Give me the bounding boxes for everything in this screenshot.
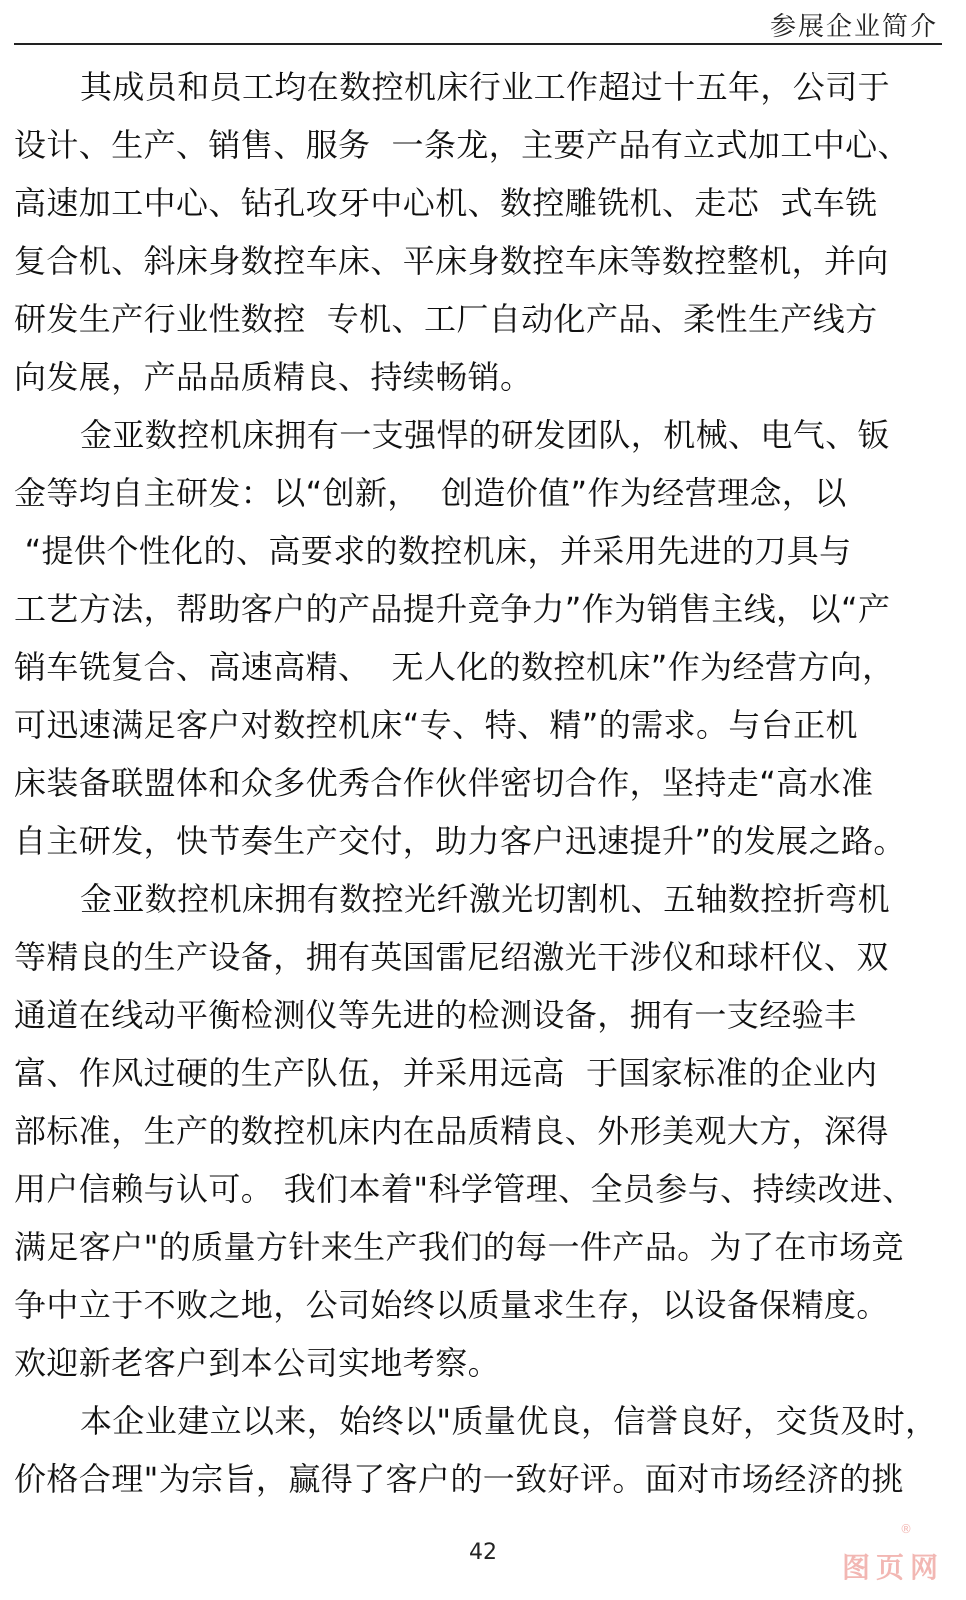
paragraph-line: 金亚数控机床拥有数控光纤激光切割机、五轴数控折弯机 (80, 880, 891, 918)
paragraph-line: 部标准，生产的数控机床内在品质精良、外形美观大方，深得 (14, 1112, 889, 1150)
paragraph-line: 高速加工中心、钻孔攻牙中心机、数控雕铣机、走芯 式车铣 (14, 184, 878, 222)
paragraph-line: 金亚数控机床拥有一支强悍的研发团队，机械、电气、钣 (80, 416, 891, 454)
page-number: 42 (469, 1540, 497, 1565)
paragraph-line: 满足客户"的质量方针来生产我们的每一件产品。为了在市场竞 (14, 1228, 904, 1266)
paragraph-line: 通道在线动平衡检测仪等先进的检测设备，拥有一支经验丰 (14, 996, 857, 1034)
registered-mark-icon: ® (900, 1522, 912, 1536)
paragraph-line: 等精良的生产设备，拥有英国雷尼绍激光干涉仪和球杆仪、双 (14, 938, 889, 976)
paragraph-line: 价格合理"为宗旨，赢得了客户的一致好评。面对市场经济的挑 (14, 1460, 904, 1498)
paragraph-line: 床装备联盟体和众多优秀合作伙伴密切合作，坚持走“高水准 (14, 764, 874, 802)
page-header (0, 0, 966, 46)
paragraph-line: 可迅速满足客户对数控机床“专、特、精”的需求。与台正机 (14, 706, 858, 744)
watermark-logo: 图页网 (841, 1551, 944, 1584)
body-text (14, 58, 944, 1508)
paragraph-line: 本企业建立以来，始终以"质量优良，信誉良好，交货及时， (80, 1402, 938, 1440)
paragraph-line: 自主研发，快节奏生产交付，助力客户迅速提升”的发展之路。 (14, 822, 906, 860)
paragraph-line: 用户信赖与认可。 我们本着"科学管理、全员参与、持续改进、 (14, 1170, 915, 1208)
paragraph-line: 研发生产行业性数控 专机、工厂自动化产品、柔性生产线方 (14, 300, 878, 338)
paragraph-line: 欢迎新老客户到本公司实地考察。 (14, 1344, 501, 1382)
paragraph-line: 销车铣复合、高速高精、 无人化的数控机床”作为经营方向， (14, 648, 895, 686)
paragraph-line: 设计、生产、销售、服务 一条龙，主要产品有立式加工中心、 (14, 126, 910, 164)
paragraph-line: 复合机、斜床身数控车床、平床身数控车床等数控整机，并向 (14, 242, 889, 280)
header-divider (14, 43, 942, 45)
paragraph-line: 争中立于不败之地，公司始终以质量求生存，以设备保精度。 (14, 1286, 889, 1324)
paragraph-line: 富、作风过硬的生产队伍，并采用远高 于国家标准的企业内 (14, 1054, 878, 1092)
paragraph-line: 其成员和员工均在数控机床行业工作超过十五年，公司于 (80, 68, 891, 106)
section-title: 参展企业简介 (769, 12, 938, 42)
paragraph-line: 工艺方法，帮助客户的产品提升竞争力”作为销售主线，以“产 (14, 590, 891, 628)
paragraph-line: “提供个性化的、高要求的数控机床，并采用先进的刀具与 (14, 532, 852, 570)
paragraph-line: 向发展，产品品质精良、持续畅销。 (14, 358, 533, 396)
paragraph-line: 金等均自主研发：以“创新， 创造价值”作为经营理念，以 (14, 474, 847, 512)
